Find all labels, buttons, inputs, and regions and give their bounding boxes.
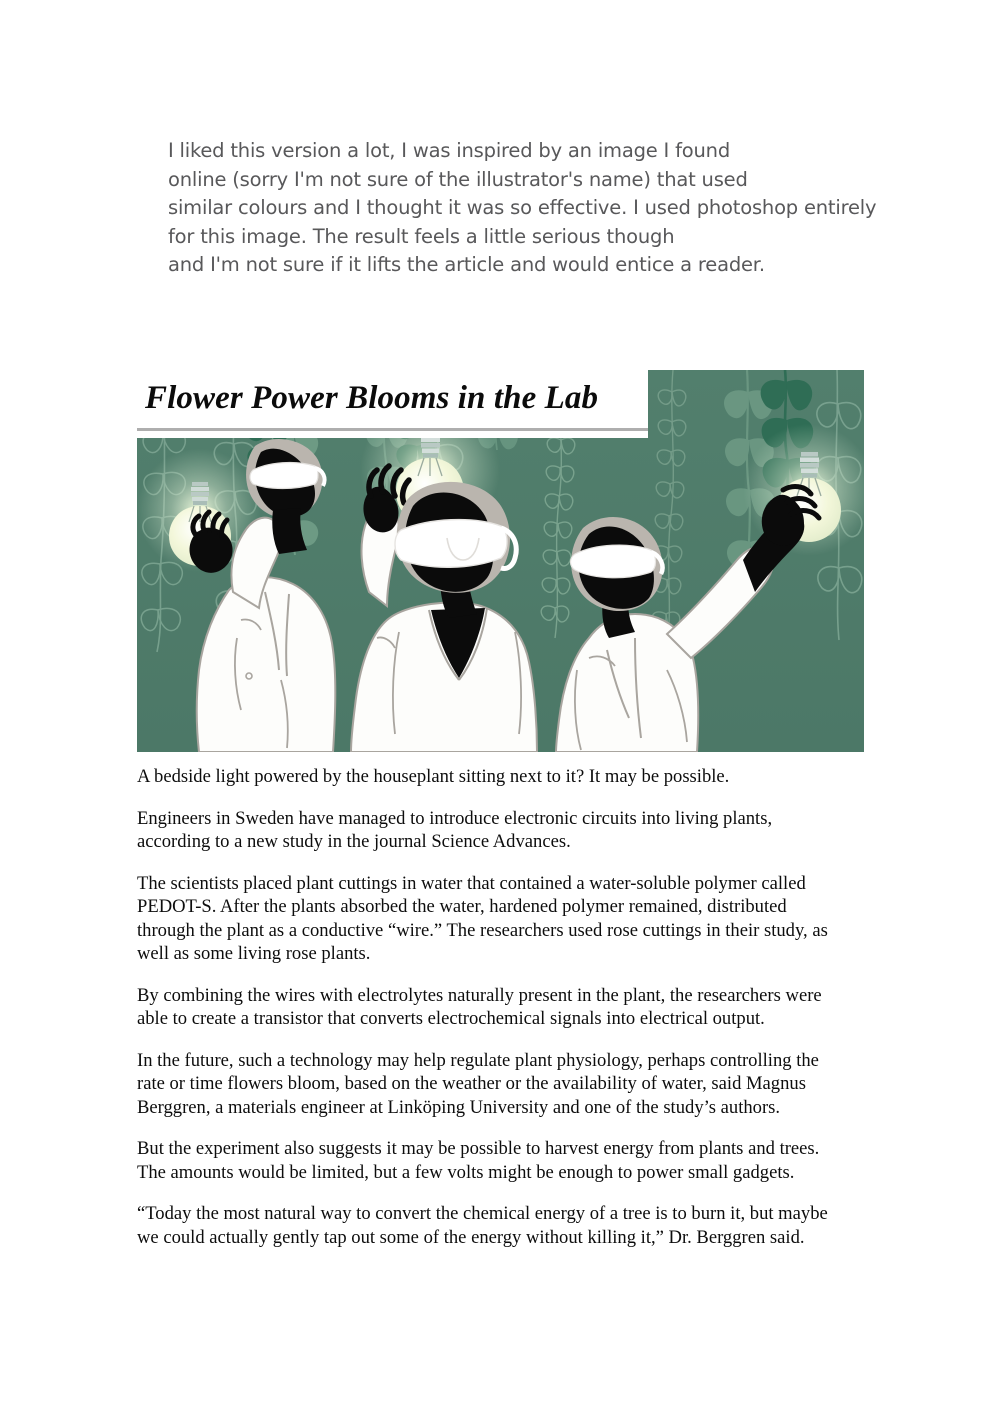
intro-note-line-5: and I'm not sure if it lifts the article and would entice a reader. xyxy=(168,253,765,276)
headline-rule xyxy=(137,428,648,431)
goggles-left xyxy=(250,463,318,489)
intro-note xyxy=(168,137,898,280)
goggles-center xyxy=(395,520,507,568)
article-paragraph-3: The scientists placed plant cuttings in water that contained a water-soluble polymer called PEDOT-S. After the plants absorbed the water, hardened polymer remained, distributed through the plant as a conductive “wire.” The researchers used rose cuttings in their study, as well as some living rose plants. xyxy=(137,872,828,964)
article xyxy=(137,370,864,1249)
intro-note-line-2: online (sorry I'm not sure of the illustrator's name) that used xyxy=(168,167,748,191)
intro-note-line-3: similar colours and I thought it was so effective. I used photoshop entirely xyxy=(168,196,877,219)
article-paragraph-4: By combining the wires with electrolytes naturally present in the plant, the researchers were able to create a transistor that converts electrochemical signals into electrical output. xyxy=(137,984,822,1029)
article-paragraph-5: In the future, such a technology may help regulate plant physiology, perhaps controlling the rate or time flowers bloom, based on the weather or the availability of water, said Magnus Berggren, a materials engineer at Linköping University and one of the study’s authors. xyxy=(137,1049,819,1118)
article-body xyxy=(137,765,849,1249)
article-paragraph-1: A bedside light powered by the houseplant sitting next to it? It may be possible. xyxy=(137,766,730,787)
article-illustration xyxy=(137,370,864,752)
article-headline: Flower Power Blooms in the Lab xyxy=(145,380,599,416)
article-paragraph-6: But the experiment also suggests it may be possible to harvest energy from plants and trees. The amounts would be limited, but a few volts might be enough to power small gadgets. xyxy=(137,1138,820,1183)
article-paragraph-7: “Today the most natural way to convert the chemical energy of a tree is to burn it, but maybe we could actually gently tap out some of the energy without killing it,” Dr. Berggren said. xyxy=(137,1203,828,1248)
intro-note-line-4: for this image. The result feels a little serious though xyxy=(168,224,675,248)
goggles-right xyxy=(571,545,656,578)
headline-banner xyxy=(137,370,648,438)
article-paragraph-2: Engineers in Sweden have managed to introduce electronic circuits into living plants, according to a new study in the journal Science Advances. xyxy=(137,807,773,852)
intro-note-line-1: I liked this version a lot, I was inspired by an image I found xyxy=(168,139,730,162)
